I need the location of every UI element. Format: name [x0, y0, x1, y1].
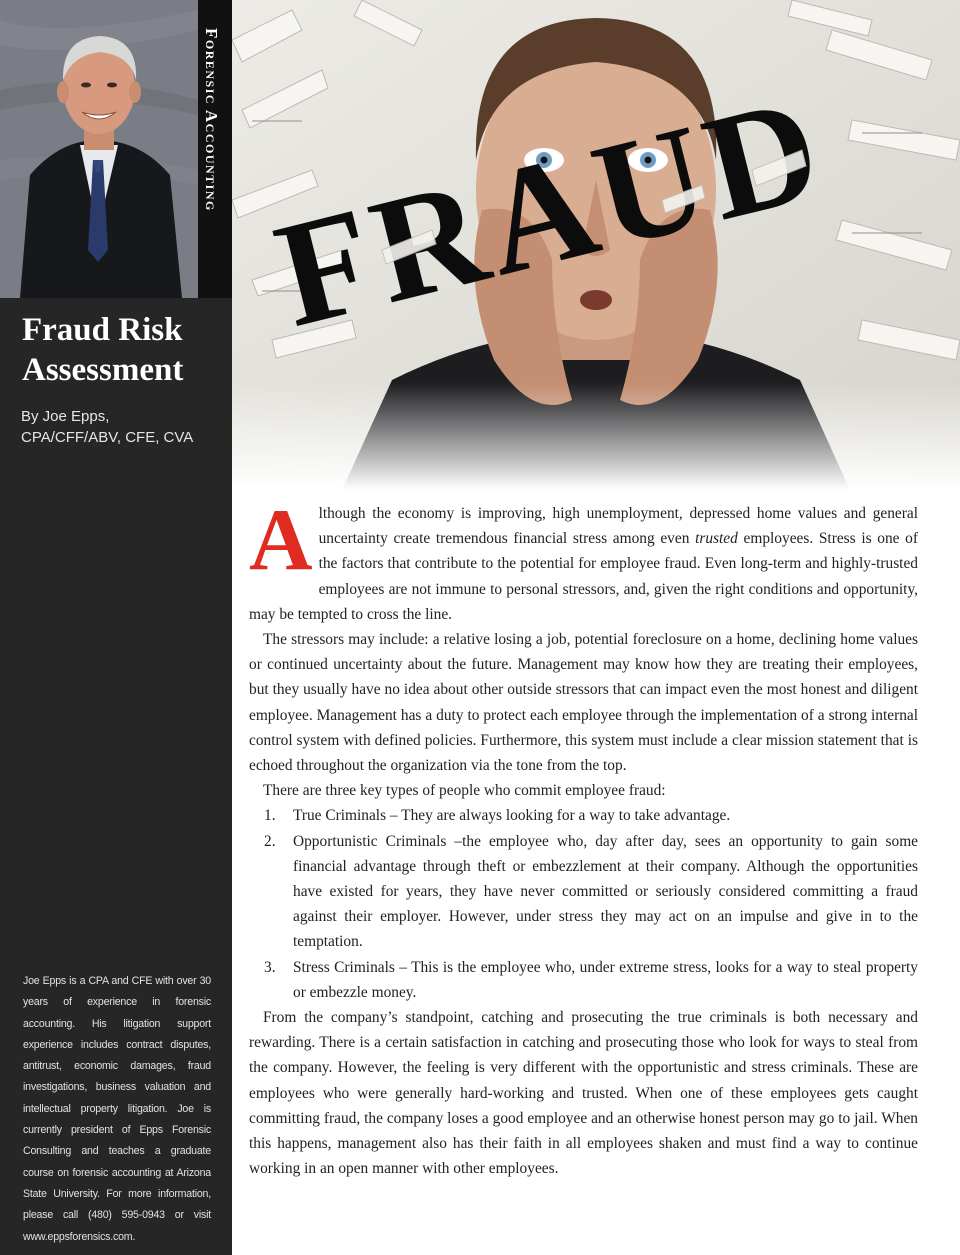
list-item: [249, 803, 918, 828]
list-item-text: True Criminals – They are always looking for a way to take advantage.: [293, 807, 731, 825]
hero-image: [232, 0, 960, 490]
byline: [21, 406, 226, 448]
fraud-types-list: [249, 803, 918, 1005]
article-body: [249, 492, 918, 1181]
paragraph-company-standpoint: From the company’s standpoint, catching and prosecuting the true criminals is both necessary and rewarding. There is a certain satisfaction in catching and prosecuting those who look for ways to steal from the company. However, the feeling is very different with the opportunistic and stress criminals. These are employees who were generally hard-working and trusted. When one of these employees gets caught committing fraud, the company loses a good employee and an otherwise honest person may go to jail. When this happens, management also has their faith in all employees shaken and must find a way to continue working in an open manner with other employees.: [249, 1009, 918, 1178]
paragraph-intro-emphasis: trusted: [695, 530, 738, 548]
article-title: [22, 310, 222, 390]
author-photo: [0, 0, 198, 298]
drop-cap: A: [249, 492, 313, 589]
author-bio: Joe Epps is a CPA and CFE with over 30 years of experience in forensic accounting. His litigation support experience includes contract disputes, antitrust, economic damages, fraud investigations, business valuation and intellectual property litigation. Joe is currently president of Epps Forensic Consulting and teaches a graduate course on forensic accounting at Arizona State University. For more information, please call (480) 595-0943 or visit www.eppsforensics.com.: [23, 975, 211, 1243]
list-item-number: 2.: [264, 832, 276, 850]
paragraph-key-types: There are three key types of people who commit employee fraud:: [263, 782, 666, 800]
list-item: [249, 955, 918, 1005]
sidebar: [0, 0, 232, 1255]
paragraph-stressors: The stressors may include: a relative losing a job, potential foreclosure on a home, declining home values or continued uncertainty about the future. Management may know how they are treating their employees, but they usually have no idea about other outside stressors that can impact even the most honest and diligent employee. Management has a duty to protect each employee through the implementation of a strong internal control system with defined policies. Furthermore, this system must include a clear mission statement that is echoed throughout the organization via the tone from the top.: [249, 631, 918, 775]
byline-author: By Joe Epps,: [21, 408, 110, 425]
paragraph-intro-text: lthough the economy is improving, high unemployment, depressed home values and general uncertainty create tremendous financial stress among even: [318, 505, 918, 548]
author-portrait-illustration: [0, 0, 198, 298]
fraud-hero-illustration: [232, 0, 960, 490]
paragraph-intro: [249, 492, 918, 627]
section-label: Forensic Accounting: [202, 28, 221, 212]
list-item-text: Stress Criminals – This is the employee who, under extreme stress, looks for a way to steal property or embezzle money.: [293, 958, 918, 1001]
title-line-2: Assessment: [22, 352, 184, 388]
section-band: [198, 0, 232, 298]
list-item-number: 1.: [264, 807, 276, 825]
byline-credentials: CPA/CFF/ABV, CFE, CVA: [21, 429, 194, 446]
list-item-number: 3.: [264, 958, 276, 976]
list-item: [249, 829, 918, 955]
title-line-1: Fraud Risk: [22, 312, 183, 348]
list-item-text: Opportunistic Criminals –the employee who, day after day, sees an opportunity to gain some financial advantage through theft or embezzlement at their company. Although the opportunities have existed for years, they have never committed or seriously considered committing a fraud against their employer. However, under stress they may act on an impulse and give in to the temptation.: [293, 832, 918, 951]
paragraph-intro-text-end: employees. Stress is one of the factors that contribute to the potential for employee fraud. Even long-term and highly-trusted employees are not immune to personal stressors, and, given the right conditions and opportunity, may be tempted to cross the line.: [249, 530, 918, 623]
